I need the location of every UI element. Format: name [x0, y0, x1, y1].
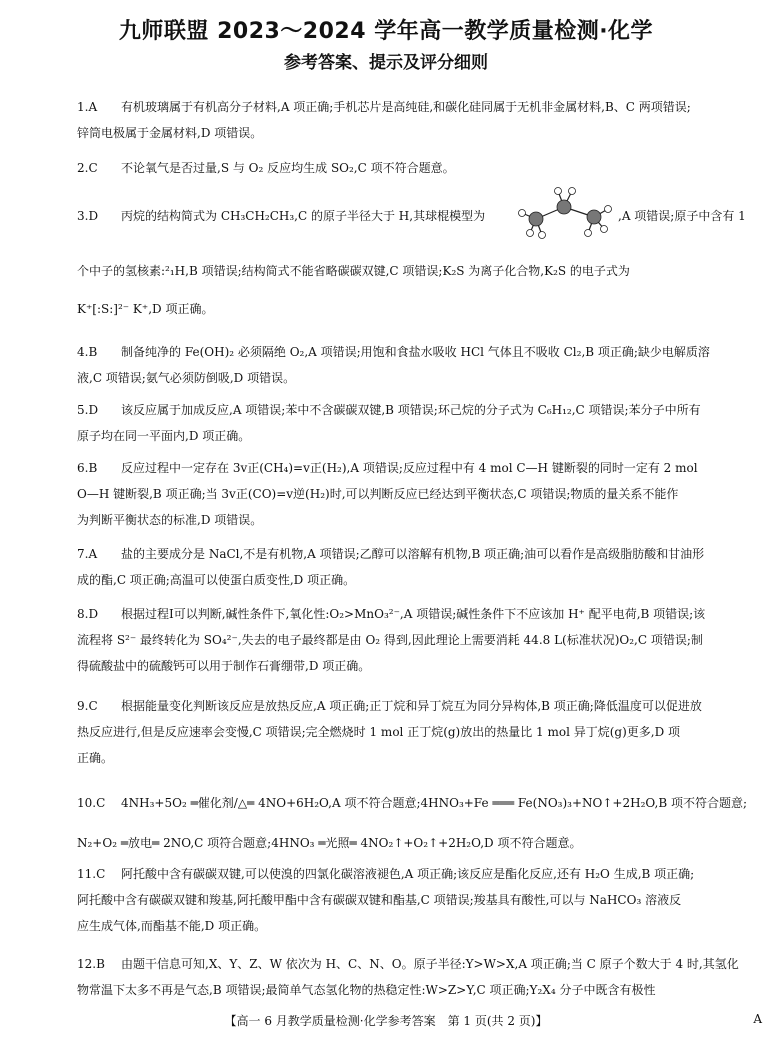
answer-text: ,A 项错误;原子中含有 1	[618, 209, 746, 223]
page-title: 九师联盟 2023～2024 学年高一教学质量检测·化学	[118, 19, 654, 44]
question-12	[77, 951, 757, 1003]
answer-text: 锌筒电极属于金属材料,D 项错误。	[77, 126, 263, 140]
answer-text: 由题干信息可知,X、Y、Z、W 依次为 H、C、N、O。原子半径:Y>W>X,A 项正确;当 C 原子个数大于 4 时,其氢化	[121, 957, 739, 971]
answer-text: 为判断平衡状态的标准,D 项错误。	[77, 513, 263, 527]
question-number: 2.C	[77, 161, 98, 175]
answer-text: O—H 键断裂,B 项正确;当 3v正(CO)=v逆(H₂)时,可以判断反应已经达到平衡状态,C 项错误;物质的量关系不能作	[77, 487, 679, 501]
answer-text: 丙烷的结构简式为 CH₃CH₂CH₃,C 的原子半径大于 H,其球棍模型为	[121, 209, 486, 223]
question-7	[77, 541, 757, 593]
question-number: 7.A	[77, 547, 98, 561]
answer-text: 根据过程Ⅰ可以判断,碱性条件下,氧化性:O₂>MnO₃²⁻,A 项错误;碱性条件下不应该加 H⁺ 配平电荷,B 项错误;该	[121, 607, 706, 621]
page-footer: 【高一 6 月教学质量检测·化学参考答案 第 1 页(共 2 页)】	[224, 1014, 548, 1028]
answer-text: N₂+O₂ ═放电═ 2NO,C 项符合题意;4HNO₃ ═光照═ 4NO₂↑+O₂↑+2H₂O,D 项不符合题意。	[77, 836, 582, 850]
question-3-after-model	[618, 203, 768, 229]
paper-version-letter: A	[753, 1012, 762, 1026]
answer-text: 有机玻璃属于有机高分子材料,A 项正确;手机芯片是高纯硅,和碳化硅同属于无机非金属材料,B、C 两项错误;	[121, 100, 691, 114]
answer-text: 制备纯净的 Fe(OH)₂ 必须隔绝 O₂,A 项错误;用饱和食盐水吸收 HCl 气体且不吸收 Cl₂,B 项正确;缺少电解质溶	[121, 345, 710, 359]
question-6	[77, 455, 757, 533]
answer-text: 应生成气体,而酯基不能,D 项正确。	[77, 919, 267, 933]
answer-text: 液,C 项错误;氨气必须防倒吸,D 项错误。	[77, 371, 296, 385]
question-number: 4.B	[77, 345, 98, 359]
answer-text: 4NH₃+5O₂ ═催化剂/△═ 4NO+6H₂O,A 项不符合题意;4HNO₃+Fe ═══ Fe(NO₃)₃+NO↑+2H₂O,B 项不符合题意;	[121, 796, 748, 810]
answer-text: 阿托酸中含有碳碳双键,可以使溴的四氯化碳溶液褪色,A 项正确;该反应是酯化反应,还有 H₂O 生成,B 项正确;	[121, 867, 695, 881]
answer-text: 原子均在同一平面内,D 项正确。	[77, 429, 251, 443]
question-number: 1.A	[77, 100, 98, 114]
answer-text: 正确。	[77, 751, 114, 765]
question-5	[77, 397, 757, 449]
question-number: 10.C	[77, 796, 106, 810]
question-9	[77, 693, 757, 771]
answer-text: 阿托酸中含有碳碳双键和羧基,阿托酸甲酯中含有碳碳双键和酯基,C 项错误;羧基具有酸性,可以与 NaHCO₃ 溶液反	[77, 893, 682, 907]
question-11	[77, 861, 757, 939]
question-number: 8.D	[77, 607, 99, 621]
question-number: 11.C	[77, 867, 106, 881]
answer-text: 不论氧气是否过量,S 与 O₂ 反应均生成 SO₂,C 项不符合题意。	[121, 161, 455, 175]
question-4	[77, 339, 757, 391]
answer-text: 流程将 S²⁻ 最终转化为 SO₄²⁻,失去的电子最终都是由 O₂ 得到,因此理论上需要消耗 44.8 L(标准状况)O₂,C 项错误;制	[77, 633, 703, 647]
answer-text: 反应过程中一定存在 3v正(CH₄)=v正(H₂),A 项错误;反应过程中有 4 mol C—H 键断裂的同时一定有 2 mol	[121, 461, 698, 475]
page-subtitle: 参考答案、提示及评分细则	[284, 53, 488, 73]
question-number: 9.C	[77, 699, 98, 713]
k2s-electron-formula: K⁺[:S:]²⁻ K⁺,D 项正确。	[77, 302, 214, 316]
answer-text: 该反应属于加成反应,A 项错误;苯中不含碳碳双键,B 项错误;环己烷的分子式为 C₆H₁₂,C 项错误;苯分子中所有	[121, 403, 701, 417]
question-number: 5.D	[77, 403, 99, 417]
question-10	[77, 790, 757, 856]
propane-ball-stick-model	[516, 183, 616, 241]
question-number: 6.B	[77, 461, 98, 475]
question-number: 12.B	[77, 957, 105, 971]
answer-text: 热反应进行,但是反应速率会变慢,C 项错误;完全燃烧时 1 mol 正丁烷(g)放出的热量比 1 mol 异丁烷(g)更多,D 项	[77, 725, 681, 739]
answer-text: 得硫酸盐中的硫酸钙可以用于制作石膏绷带,D 项正确。	[77, 659, 371, 673]
answer-text: 根据能量变化判断该反应是放热反应,A 项正确;正丁烷和异丁烷互为同分异构体,B 项正确;降低温度可以促进放	[121, 699, 702, 713]
question-1	[77, 94, 757, 146]
answer-text: 成的酯,C 项正确;高温可以使蛋白质变性,D 项正确。	[77, 573, 356, 587]
question-3-cont	[77, 258, 757, 284]
answer-text: 盐的主要成分是 NaCl,不是有机物,A 项错误;乙醇可以溶解有机物,B 项正确;油可以看作是高级脂肪酸和甘油形	[121, 547, 705, 561]
answer-text: 个中子的氢核素:²₁H,B 项错误;结构简式不能省略碳碳双键,C 项错误;K₂S 为离子化合物,K₂S 的电子式为	[77, 264, 630, 278]
question-number: 3.D	[77, 209, 99, 223]
answer-text: 物常温下太多不再是气态,B 项错误;最简单气态氢化物的热稳定性:W>Z>Y,C 项正确;Y₂X₄ 分子中既含有极性	[77, 983, 656, 997]
question-2	[77, 155, 757, 181]
question-8	[77, 601, 757, 679]
